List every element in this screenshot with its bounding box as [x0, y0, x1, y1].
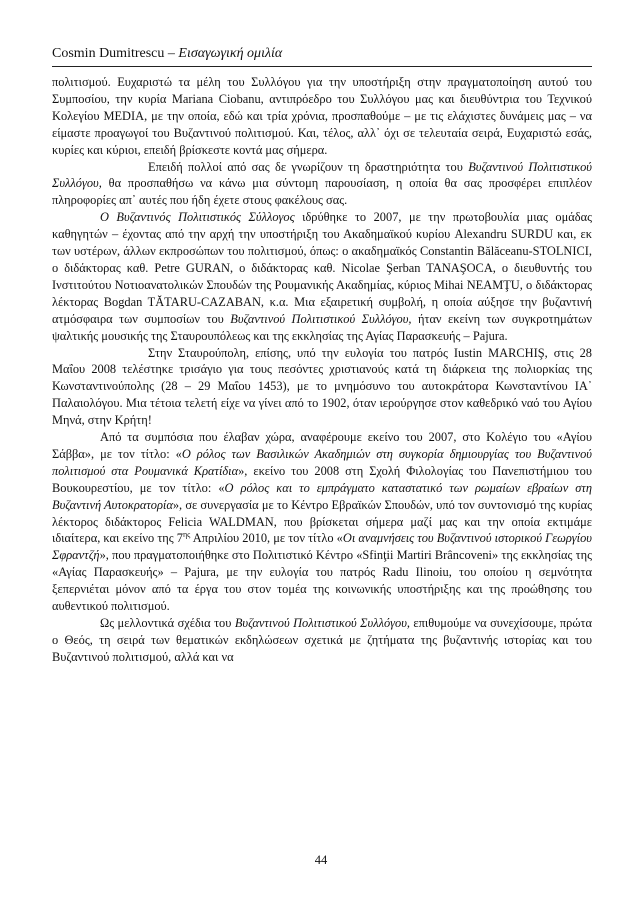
header-rule	[52, 66, 592, 67]
body-text	[52, 74, 592, 666]
text-segment: Επειδή πολλοί από σας δε γνωρίζουν τη δραστηριότητα του	[148, 159, 469, 174]
italic-text-segment: Ο ρόλος των Βασιλικών Ακαδημιών στη συγκορία δημιουργίας του Βυζαντινού πολιτισμού στα Ρουμανικά Κρατίδια	[52, 446, 592, 478]
paragraph-4	[52, 345, 592, 430]
text-segment: Ως μελλοντικά σχέδια του	[100, 616, 235, 630]
paragraph-1	[52, 74, 592, 159]
italic-text-segment: Ο ρόλος και το εμπράγματο καταστατικό των ρωμαίων εβραίων στη Βυζαντινή Αυτοκρατορία	[52, 480, 593, 512]
running-header	[52, 46, 592, 62]
header-section-title: Εισαγωγική ομιλία	[178, 46, 283, 61]
text-segment: επιθυμούμε να συνεχίσουμε, πρώτα ο Θεός, τη σειρά των θεματικών εκδηλώσεων σχετικά με ζητήματα της βυζαντινής ιστορίας και του Βυζαντινού πολιτισμού, αλλά και να	[52, 616, 592, 664]
text-segment: θα προσπαθήσω να κάνω μια σύντομη παρουσίαση, η οποία θα σας προσφέρει επιπλέον πληροφορίες απ᾽ αυτές που ήδη έχετε στους φακέλους σας.	[52, 176, 592, 208]
paragraph-2	[52, 159, 592, 210]
italic-text-segment: Οι αναμνήσεις του Βυζαντινού ιστορικού Γεωργίου Σφραντζή	[52, 531, 592, 563]
header-author: Cosmin Dumitrescu	[52, 46, 165, 61]
header-separator: –	[164, 46, 179, 61]
page-number: 44	[314, 853, 328, 867]
paragraph-6	[52, 615, 592, 666]
text-segment: ήταν εκείνη των συγκροτημάτων ψαλτικής μουσικής της Σταυρουπόλεως και της εκκλησίας της Αγίας Παρασκευής – Pajura.	[52, 311, 592, 343]
paragraph-3	[52, 209, 592, 344]
superscript-text: ης	[183, 530, 191, 540]
italic-text-segment: Βυζαντινού Πολιτιστικού Συλλόγου,	[234, 616, 410, 630]
text-segment: », εκείνο του 2008 στη Σχολή Φιλολογίας του Πανεπιστήμιου του Βουκουρεστίου, με τον τίτλο: «	[52, 463, 592, 495]
paragraph-5	[52, 429, 592, 615]
text-segment: », σε συνεργασία με το Κέντρο Εβραϊκών Σπουδών, υπό τον συντονισμό της κυρίας λέκτορος διδάκτορος Felicia WALDMAN, που βρίσκεται σήμερα μαζί μας και την οποία εκτιμάμε ιδιαίτερα, και εκείνο της 7	[52, 497, 592, 546]
text-segment: Στην Σταυρούπολη, επίσης, υπό την ευλογία του πατρός Iustin MARCHIŞ, στις 28 Μαΐου 2008 τελέστηκε τρισάγιο για τους πεσόντες χριστιανούς κατά τη διάρκεια της πολιορκίας της Κωνσταντινούπολης (28 – 29 Μαΐου 1453), με το μνημόσυνο του αυτοκράτορα Κωνσταντίνου ΙΑ᾽ Παλαιολόγου. Μια τέτοια τελετή είχε να γίνει από το 1902, όταν ιερούργησε στον καθεδρικό ναό του Αγίου Μηνά, στην Κρήτη!	[52, 345, 592, 428]
italic-text-segment: Βυζαντινού Πολιτιστικού Συλλόγου,	[230, 311, 412, 326]
text-segment: Από τα συμπόσια που έλαβαν χώρα, αναφέρουμε εκείνο του 2007, στο Κολέγιο του «Αγίου Σάββα», με τον τίτλο: «	[52, 430, 592, 461]
text-segment: », που πραγματοποιήθηκε στο Πολιτιστικό Κέντρο «Sfinţii Martiri Brâncoveni» της εκκλησίας της «Αγίας Παρασκευής» – Pajura, με την ευλογία του πατρός Radu Ilinoiu, του οποίου η σεμνότητα ξεπερνιέται μόνον από τα έργα του στον τομέα της κοινωνικής υποστήριξης και της προώθησης του αυθεντικού πολιτισμού.	[52, 548, 592, 614]
text-segment: πολιτισμού. Ευχαριστώ τα μέλη του Συλλόγου για την υποστήριξη στην πραγματοποίηση αυτού του Συμποσίου, την κυρία Mariana Ciobanu, αντιπρόεδρο του Συλλόγου μας και διευθύντρια του Τεχνικού Κολεγίου MEDIA, με την οποία, εδώ και τρία χρόνια, προσπαθούμε – με τις ελάχιστες δυνάμεις μας – να είμαστε προαγωγοί του Βυζαντινού πολιτισμού. Και, τέλος, αλλ᾽ όχι σε τελευταία σειρά, Ευχαριστώ εσάς, κυρίες και κύριοι, επειδή βρίσκεστε κοντά μας σήμερα.	[52, 75, 592, 157]
italic-text-segment: Βυζαντινού Πολιτιστικού Συλλόγου,	[52, 159, 592, 191]
italic-text-segment: Ο Βυζαντινός Πολιτιστικός Σύλλογος	[100, 210, 295, 225]
text-segment: ιδρύθηκε το 2007, με την πρωτοβουλία μιας ομάδας καθηγητών – έχοντας από την αρχή την υποστήριξη του Ακαδημαϊκού κυρίου Alexandru SURDU και, εκ των υστέρων, άλλων εκπροσώπων του πολιτισμού, όπως: ο ακαδημαϊκός Constantin Bălăceanu-STOLNICI, ο διδάκτορας καθ. Petre GURAN, ο διδάκτορας καθ. Nicolae Şerban TANAŞOCA, ο διευθυντής του Ινστιτούτου Νοτιοανατολικών Σπουδών της Ρουμανικής Ακαδημίας, κύριος Mihai NEAMŢU, ο διδάκτορας λέκτορας Bogdan TĂTARU-CAZABAN, κ.α. Μια εξαιρετική συμβολή, η οποία αύξησε την βυζαντινή ατμόσφαιρα των συμποσίων του	[52, 210, 592, 326]
text-segment: Απριλίου 2010, με τον τίτλο «	[190, 531, 343, 546]
